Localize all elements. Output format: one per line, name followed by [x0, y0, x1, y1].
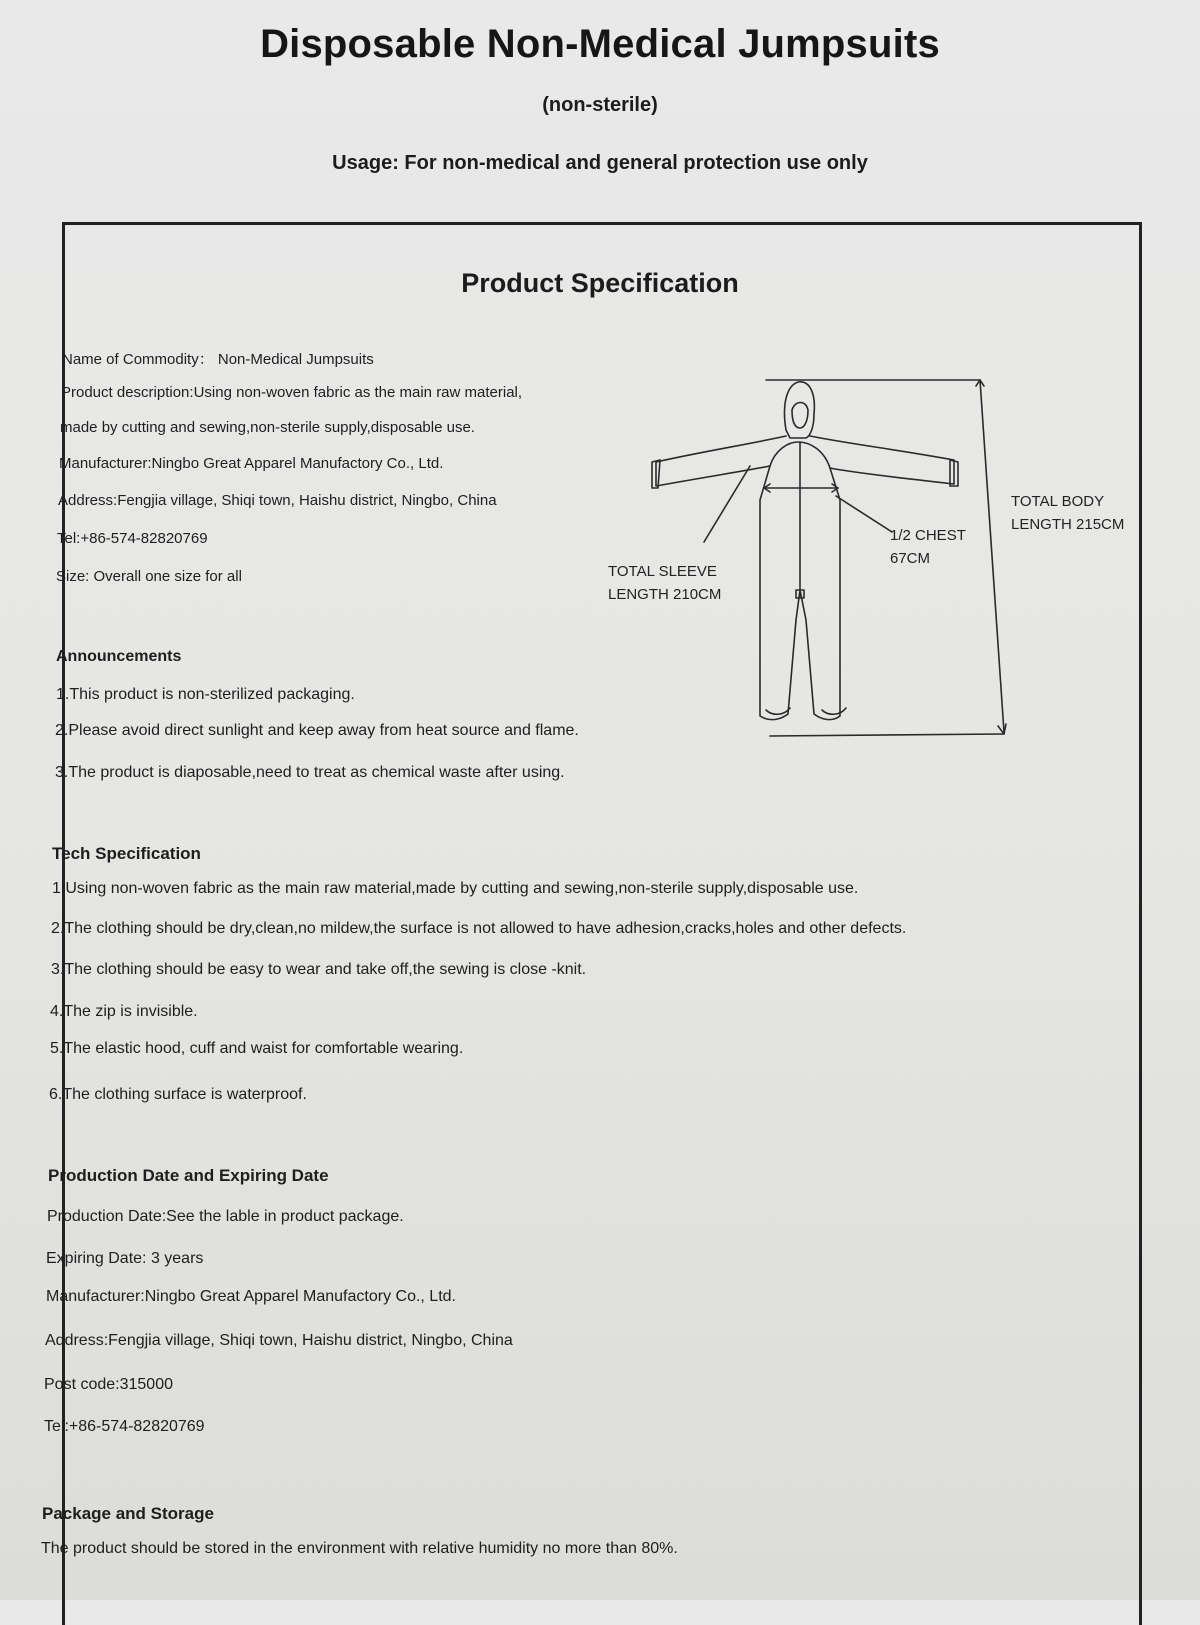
- production-manufacturer-line: Manufacturer:Ningbo Great Apparel Manufactory Co., Ltd.: [46, 1288, 456, 1305]
- body-label-line-2: LENGTH 215CM: [1011, 516, 1125, 533]
- expiring-date-line: Expiring Date: 3 years: [46, 1250, 204, 1267]
- tech-spec-item-2: 2.The clothing should be dry,clean,no mildew,the surface is not allowed to have adhesion,cracks,holes and other defects.: [51, 920, 907, 937]
- production-heading: Production Date and Expiring Date: [48, 1166, 329, 1185]
- right-sleeve: [810, 436, 954, 484]
- announcement-item-3: 3.The product is diaposable,need to treat as chemical waste after using.: [55, 764, 565, 781]
- body-length-label: [1011, 490, 1124, 536]
- left-ankle: [766, 708, 790, 714]
- post-code-line: Post code:315000: [44, 1376, 173, 1393]
- tech-spec-item-5: 5.The elastic hood, cuff and waist for comfortable wearing.: [50, 1040, 464, 1057]
- document-title: Disposable Non-Medical Jumpsuits: [260, 22, 940, 66]
- hood-outline: [785, 382, 815, 438]
- chest-pointer: [836, 496, 892, 532]
- address-line: Address:Fengjia village, Shiqi town, Haishu district, Ningbo, China: [58, 492, 497, 509]
- chest-width-label: [890, 524, 966, 570]
- usage-statement: Usage: For non-medical and general protection use only: [332, 152, 868, 174]
- body-length-line: [980, 380, 1004, 732]
- storage-line: The product should be stored in the environment with relative humidity no more than 80%.: [41, 1540, 678, 1557]
- body-bottom-line: [770, 734, 1004, 736]
- size-line: Size: Overall one size for all: [56, 568, 242, 585]
- sleeve-length-label: [608, 560, 721, 606]
- chest-label-line-1: 1/2 CHEST: [890, 527, 966, 544]
- tech-spec-item-1: 1.Using non-woven fabric as the main raw material,made by cutting and sewing,non-sterile supply,disposable use.: [52, 880, 859, 897]
- sleeve-label-line-2: LENGTH 210CM: [608, 586, 722, 603]
- right-ankle: [822, 708, 846, 714]
- product-specification-heading: Product Specification: [461, 268, 739, 298]
- chest-label-line-2: 67CM: [890, 550, 931, 567]
- sleeve-label-line-1: TOTAL SLEEVE: [608, 563, 717, 580]
- face-opening: [792, 403, 808, 429]
- manufacturer-line: Manufacturer:Ningbo Great Apparel Manufactory Co., Ltd.: [59, 455, 444, 472]
- tech-spec-item-4: 4.The zip is invisible.: [50, 1003, 198, 1020]
- product-description-line: Product description:Using non-woven fabric as the main raw material,: [61, 384, 523, 401]
- tech-specification-heading: Tech Specification: [52, 844, 201, 863]
- sleeve-pointer: [704, 466, 750, 542]
- production-tel-line: Tel:+86-574-82820769: [44, 1418, 205, 1435]
- document-subtitle: (non-sterile): [542, 94, 658, 116]
- package-storage-heading: Package and Storage: [42, 1504, 214, 1523]
- body-arrow-bottom: [998, 724, 1006, 734]
- tech-spec-item-6: 6.The clothing surface is waterproof.: [49, 1086, 307, 1103]
- production-address-line: Address:Fengjia village, Shiqi town, Haishu district, Ningbo, China: [45, 1332, 513, 1349]
- announcement-item-2: 2.Please avoid direct sunlight and keep away from heat source and flame.: [55, 722, 579, 739]
- jumpsuit-diagram: [600, 370, 1160, 760]
- announcement-item-1: 1.This product is non-sterilized packaging.: [56, 686, 355, 703]
- product-description-line-2: made by cutting and sewing,non-sterile supply,disposable use.: [60, 419, 475, 436]
- body-label-line-1: TOTAL BODY: [1011, 493, 1105, 510]
- announcements-heading: Announcements: [56, 648, 182, 665]
- production-date-line: Production Date:See the lable in product package.: [47, 1208, 404, 1225]
- tel-line: Tel:+86-574-82820769: [57, 530, 208, 547]
- commodity-name-line: Name of Commodity： Non-Medical Jumpsuits: [62, 351, 374, 368]
- tech-spec-item-3: 3.The clothing should be easy to wear and take off,the sewing is close -knit.: [51, 961, 587, 978]
